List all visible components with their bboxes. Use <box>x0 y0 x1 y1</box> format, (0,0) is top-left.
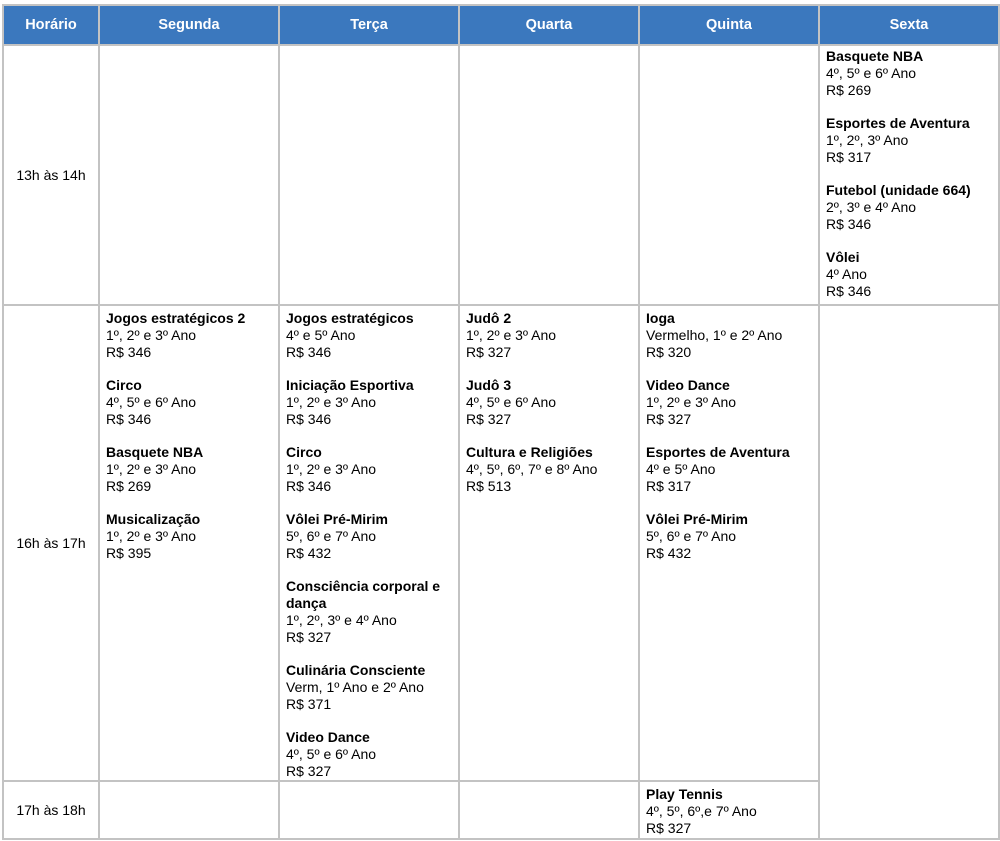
header-horario: Horário <box>3 5 99 45</box>
cell-sexta <box>819 45 999 305</box>
header-row <box>3 5 999 45</box>
activity-grades: Vermelho, 1º e 2º Ano <box>646 327 783 343</box>
time-cell: 13h às 14h <box>3 45 99 305</box>
cell-quarta <box>459 305 639 781</box>
activity-name: Futebol (unidade 664) <box>826 182 971 198</box>
cell-quarta <box>459 45 639 305</box>
activity-block <box>286 511 452 562</box>
activity-block <box>286 310 452 361</box>
header-quinta: Quinta <box>639 5 819 45</box>
activity-block <box>286 444 452 495</box>
activity-price: R$ 327 <box>466 344 512 360</box>
activity-grades: 4º Ano <box>826 266 867 282</box>
header-segunda: Segunda <box>99 5 279 45</box>
activity-grades: 5º, 6º e 7º Ano <box>646 528 737 544</box>
activity-block <box>646 444 812 495</box>
activity-name: Iniciação Esportiva <box>286 377 414 393</box>
activity-name: Vôlei Pré-Mirim <box>286 511 388 527</box>
activity-price: R$ 320 <box>646 344 692 360</box>
cell-terca <box>279 305 459 781</box>
activity-price: R$ 346 <box>106 411 152 427</box>
activity-name: Culinária Consciente <box>286 662 426 678</box>
activity-name: Vôlei Pré-Mirim <box>646 511 748 527</box>
header-terca: Terça <box>279 5 459 45</box>
cell-terca <box>279 45 459 305</box>
cell-quarta <box>459 781 639 839</box>
activity-name: Ioga <box>646 310 675 326</box>
activity-block <box>826 115 992 166</box>
activity-price: R$ 327 <box>646 411 692 427</box>
activity-price: R$ 327 <box>646 820 692 836</box>
activity-grades: 4º, 5º e 6º Ano <box>826 65 917 81</box>
time-cell: 17h às 18h <box>3 781 99 839</box>
activity-grades: 4º e 5º Ano <box>646 461 716 477</box>
cell-quinta <box>639 45 819 305</box>
activity-price: R$ 269 <box>106 478 152 494</box>
activity-name: Circo <box>106 377 142 393</box>
activity-price: R$ 346 <box>826 216 872 232</box>
activity-grades: 1º, 2º e 3º Ano <box>286 394 377 410</box>
activity-grades: 1º, 2º, 3º e 4º Ano <box>286 612 397 628</box>
activity-grades: 1º, 2º e 3º Ano <box>106 528 197 544</box>
activity-price: R$ 346 <box>286 478 332 494</box>
activity-name: Jogos estratégicos <box>286 310 414 326</box>
activity-grades: 1º, 2º e 3º Ano <box>466 327 557 343</box>
activity-price: R$ 327 <box>286 763 332 779</box>
row-16h <box>3 305 999 781</box>
activity-name: Basquete NBA <box>826 48 924 64</box>
activity-name: Musicalização <box>106 511 201 527</box>
cell-segunda <box>99 305 279 781</box>
activity-name: Basquete NBA <box>106 444 204 460</box>
activity-block <box>466 444 632 495</box>
row-13h <box>3 45 999 305</box>
activity-name: Circo <box>286 444 322 460</box>
activity-block <box>106 444 272 495</box>
activity-price: R$ 327 <box>466 411 512 427</box>
activity-block <box>106 310 272 361</box>
activity-block <box>646 786 812 837</box>
activity-price: R$ 327 <box>286 629 332 645</box>
header-quarta: Quarta <box>459 5 639 45</box>
time-cell: 16h às 17h <box>3 305 99 781</box>
activity-name: Esportes de Aventura <box>646 444 790 460</box>
activity-block <box>826 249 992 300</box>
activity-block <box>466 310 632 361</box>
activity-price: R$ 346 <box>286 344 332 360</box>
activity-block <box>826 48 992 99</box>
activity-grades: 1º, 2º, 3º Ano <box>826 132 909 148</box>
activity-grades: 4º e 5º Ano <box>286 327 356 343</box>
cell-quinta <box>639 781 819 839</box>
activity-name: Jogos estratégicos 2 <box>106 310 246 326</box>
activity-block <box>286 662 452 713</box>
activity-grades: 4º, 5º, 6º, 7º e 8º Ano <box>466 461 598 477</box>
activity-grades: 5º, 6º e 7º Ano <box>286 528 377 544</box>
cell-quinta <box>639 305 819 781</box>
activity-block <box>826 182 992 233</box>
activity-price: R$ 513 <box>466 478 512 494</box>
activity-grades: Verm, 1º Ano e 2º Ano <box>286 679 424 695</box>
activity-name: Judô 3 <box>466 377 512 393</box>
activity-price: R$ 371 <box>286 696 332 712</box>
activity-block <box>646 310 812 361</box>
activity-price: R$ 395 <box>106 545 152 561</box>
activity-block <box>286 578 452 646</box>
activity-block <box>646 511 812 562</box>
activity-grades: 1º, 2º e 3º Ano <box>106 461 197 477</box>
schedule-table <box>2 4 1000 840</box>
activity-price: R$ 346 <box>106 344 152 360</box>
activity-block <box>106 511 272 562</box>
cell-terca <box>279 781 459 839</box>
cell-segunda <box>99 45 279 305</box>
activity-name: Video Dance <box>646 377 730 393</box>
activity-grades: 1º, 2º e 3º Ano <box>106 327 197 343</box>
activity-block <box>106 377 272 428</box>
activity-grades: 2º, 3º e 4º Ano <box>826 199 917 215</box>
activity-price: R$ 346 <box>286 411 332 427</box>
header-sexta: Sexta <box>819 5 999 45</box>
activity-grades: 4º, 5º, 6º,e 7º Ano <box>646 803 757 819</box>
activity-price: R$ 317 <box>826 149 872 165</box>
activity-grades: 4º, 5º e 6º Ano <box>106 394 197 410</box>
activity-price: R$ 346 <box>826 283 872 299</box>
activity-name: Esportes de Aventura <box>826 115 970 131</box>
cell-segunda <box>99 781 279 839</box>
activity-price: R$ 432 <box>286 545 332 561</box>
activity-grades: 1º, 2º e 3º Ano <box>286 461 377 477</box>
activity-name: Consciência corporal e dança <box>286 578 441 611</box>
activity-price: R$ 432 <box>646 545 692 561</box>
activity-price: R$ 317 <box>646 478 692 494</box>
activity-name: Cultura e Religiões <box>466 444 593 460</box>
cell-sexta <box>819 305 999 839</box>
activity-block <box>286 729 452 780</box>
activity-name: Video Dance <box>286 729 370 745</box>
activity-name: Play Tennis <box>646 786 723 802</box>
activity-name: Vôlei <box>826 249 860 265</box>
activity-grades: 4º, 5º e 6º Ano <box>286 746 377 762</box>
activity-name: Judô 2 <box>466 310 512 326</box>
activity-block <box>466 377 632 428</box>
activity-grades: 1º, 2º e 3º Ano <box>646 394 737 410</box>
activity-block <box>286 377 452 428</box>
activity-price: R$ 269 <box>826 82 872 98</box>
activity-grades: 4º, 5º e 6º Ano <box>466 394 557 410</box>
activity-block <box>646 377 812 428</box>
